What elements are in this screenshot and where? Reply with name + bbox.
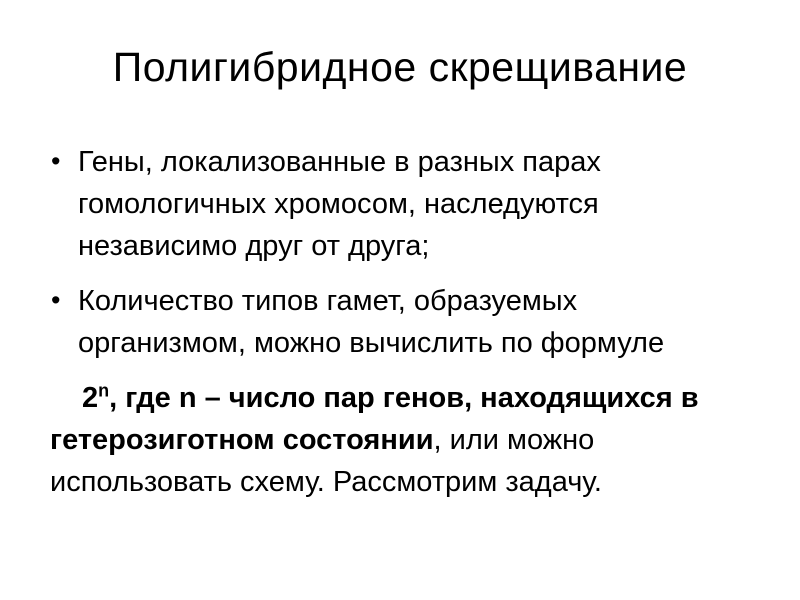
bullet-marker-icon: • [51,146,61,176]
formula-line2-regular: , или можно [433,424,595,456]
bullet2-line1: Количество типов гамет, образуемых [78,285,578,317]
bullet1-line2: гомологичных хромосом, наследуются [78,188,599,220]
formula-exponent: n [98,380,110,401]
bullet-item-genes [50,141,762,267]
formula-line1-text: , где n – число пар генов, находящихся в [109,382,699,414]
bullet-marker-icon: • [51,285,61,315]
bullet2-line2: организмом, можно вычислить по формуле [78,327,665,359]
formula-base: 2 [82,382,99,414]
formula-line2 [50,419,762,461]
formula-line1 [50,377,762,419]
bullet-item-gametes [50,280,762,364]
slide-title: Полигибридное скрещивание [112,44,688,90]
bullet1-line3: независимо друг от друга; [78,230,430,262]
formula-line2-bold: гетерозиготном состоянии [50,424,434,456]
formula-paragraph [50,377,762,503]
formula-expression [82,382,699,414]
formula-line3: использовать схему. Рассмотрим задачу. [50,466,602,498]
slide-body [50,141,762,516]
bullet1-line1: Гены, локализованные в разных парах [78,146,601,178]
